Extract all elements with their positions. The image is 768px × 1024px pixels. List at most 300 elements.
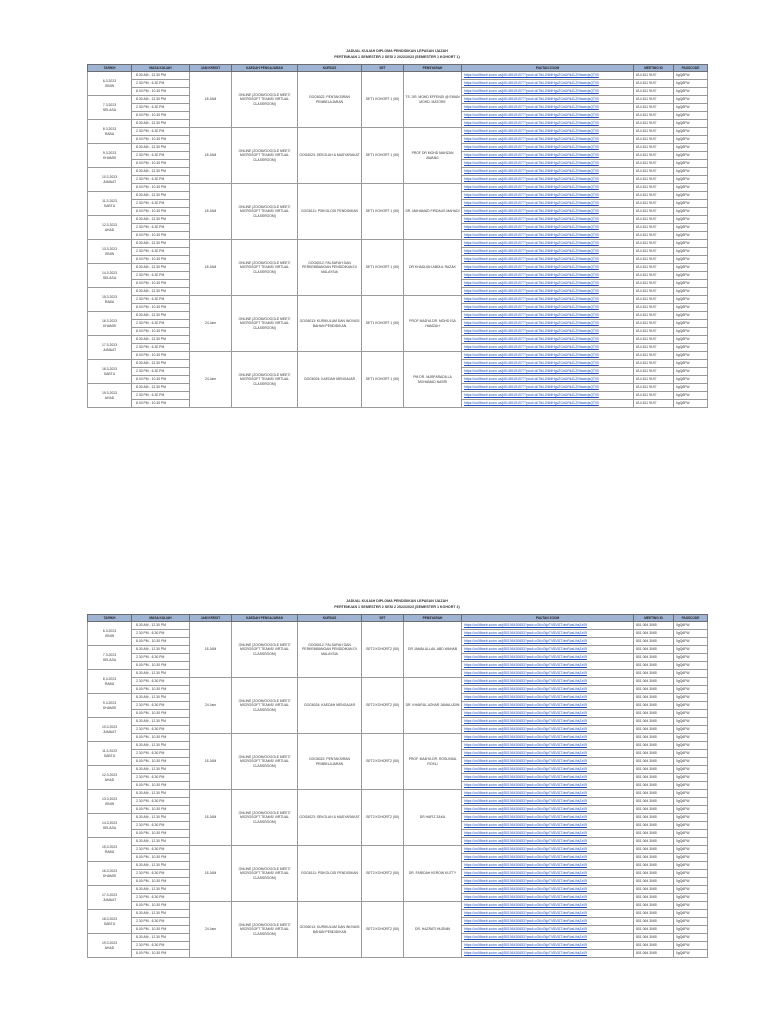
credit-hours: 18 JAM	[190, 184, 232, 240]
teaching-method: ONLINE (ZOOM/GOOGLE MEET/ MICROSOFT TEAMS/ VIRTUAL CLASSROOM)	[232, 678, 298, 734]
zoom-link[interactable]: https://us06web.zoom.us/j/61481191977?pwd=ckTlbL2hIMHgvZGdURkZLZHlwamjsQT09	[464, 265, 599, 270]
zoom-link[interactable]: https://us06web.zoom.us/j/80106430653?pwd=cGtIcGtjcTVBVlZTdmRvaUhsZz09	[464, 703, 587, 708]
zoom-link[interactable]: https://us06web.zoom.us/j/61481191977?pwd=ckTlbL2hIMHgvZGdURkZLZHlwamjsQT09	[464, 393, 599, 398]
zoom-link[interactable]: https://us06web.zoom.us/j/61481191977?pwd=ckTlbL2hIMHgvZGdURkZLZHlwamjsQT09	[464, 73, 599, 78]
zoom-link[interactable]: https://us06web.zoom.us/j/61481191977?pwd=ckTlbL2hIMHgvZGdURkZLZHlwamjsQT09	[464, 385, 599, 390]
time-cell: 8.00 PM - 10.30 PM	[132, 782, 190, 790]
table-row	[88, 790, 708, 798]
meeting-id: 801 064 3065	[634, 878, 674, 886]
time-cell: 8.30 AM - 12.30 PM	[132, 838, 190, 846]
zoom-link[interactable]: https://us06web.zoom.us/j/61481191977?pwd=ckTlbL2hIMHgvZGdURkZLZHlwamjsQT09	[464, 401, 599, 406]
zoom-link-cell	[462, 264, 634, 272]
time-cell: 8.30 AM - 12.30 PM	[132, 144, 190, 152]
teaching-method: ONLINE (ZOOM/GOOGLE MEET/ MICROSOFT TEAMS/ VIRTUAL CLASSROOM)	[232, 902, 298, 958]
lecturer-name: DR. MAHAMAD FIRDAUS MAHADI	[404, 184, 462, 240]
zoom-link[interactable]: https://us06web.zoom.us/j/80106430653?pwd=cGtIcGtjcTVBVlZTdmRvaUhsZz09	[464, 879, 587, 884]
zoom-link-cell	[462, 112, 634, 120]
meeting-id: 614 811 9197	[634, 256, 674, 264]
zoom-link-cell	[462, 200, 634, 208]
zoom-link[interactable]: https://us06web.zoom.us/j/80106430653?pwd=cGtIcGtjcTVBVlZTdmRvaUhsZz09	[464, 639, 587, 644]
zoom-link[interactable]: https://us06web.zoom.us/j/80106430653?pwd=cGtIcGtjcTVBVlZTdmRvaUhsZz09	[464, 799, 587, 804]
passcode: 0gQ6FW	[674, 80, 708, 88]
zoom-link[interactable]: https://us06web.zoom.us/j/61481191977?pwd=ckTlbL2hIMHgvZGdURkZLZHlwamjsQT09	[464, 169, 599, 174]
zoom-link-cell	[462, 288, 634, 296]
meeting-id: 801 064 3065	[634, 718, 674, 726]
zoom-link-cell	[462, 184, 634, 192]
zoom-link[interactable]: https://us06web.zoom.us/j/80106430653?pwd=cGtIcGtjcTVBVlZTdmRvaUhsZz09	[464, 719, 587, 724]
zoom-link[interactable]: https://us06web.zoom.us/j/80106430653?pwd=cGtIcGtjcTVBVlZTdmRvaUhsZz09	[464, 759, 587, 764]
table-row	[88, 128, 708, 136]
zoom-link[interactable]: https://us06web.zoom.us/j/61481191977?pwd=ckTlbL2hIMHgvZGdURkZLZHlwamjsQT09	[464, 153, 599, 158]
date-cell	[88, 144, 132, 168]
zoom-link[interactable]: https://us06web.zoom.us/j/61481191977?pwd=ckTlbL2hIMHgvZGdURkZLZHlwamjsQT09	[464, 81, 599, 86]
course-name: GOG6024: KAEDAH MENGAJAR	[298, 352, 362, 408]
time-cell: 2.30 PM - 6.30 PM	[132, 272, 190, 280]
zoom-link-cell	[462, 742, 634, 750]
date-cell	[88, 910, 132, 934]
column-header: PASSCODE	[674, 65, 708, 72]
time-cell: 2.30 PM - 6.30 PM	[132, 296, 190, 304]
teaching-method: ONLINE (ZOOM/GOOGLE MEET/ MICROSOFT TEAMS/ VIRTUAL CLASSROOM)	[232, 790, 298, 846]
zoom-link[interactable]: https://us06web.zoom.us/j/61481191977?pwd=ckTlbL2hIMHgvZGdURkZLZHlwamjsQT09	[464, 113, 599, 118]
passcode: 0gQ6FW	[674, 886, 708, 894]
zoom-link[interactable]: https://us06web.zoom.us/j/61481191977?pwd=ckTlbL2hIMHgvZGdURkZLZHlwamjsQT09	[464, 313, 599, 318]
passcode: 0gQ6FW	[674, 168, 708, 176]
lecturer-name: PM DR. NURFARADILLA MOHAMAD NASRI	[404, 352, 462, 408]
time-cell: 8.30 AM - 12.30 PM	[132, 288, 190, 296]
date-value: 16.3.2023	[101, 319, 118, 324]
zoom-link-cell	[462, 638, 634, 646]
passcode: 0gQ6FW	[674, 750, 708, 758]
day-name: AHAD	[104, 395, 115, 400]
passcode: 0gQ6FW	[674, 630, 708, 638]
zoom-link[interactable]: https://us06web.zoom.us/j/80106430653?pwd=cGtIcGtjcTVBVlZTdmRvaUhsZz09	[464, 655, 587, 660]
zoom-link[interactable]: https://us06web.zoom.us/j/61481191977?pwd=ckTlbL2hIMHgvZGdURkZLZHlwamjsQT09	[464, 289, 599, 294]
time-cell: 8.00 PM - 10.30 PM	[132, 806, 190, 814]
zoom-link[interactable]: https://us06web.zoom.us/j/61481191977?pwd=ckTlbL2hIMHgvZGdURkZLZHlwamjsQT09	[464, 177, 599, 182]
zoom-link[interactable]: https://us06web.zoom.us/j/61481191977?pwd=ckTlbL2hIMHgvZGdURkZLZHlwamjsQT09	[464, 345, 599, 350]
time-cell: 8.30 AM - 12.30 PM	[132, 886, 190, 894]
set-name: SET2 KOHORT2 (50)	[362, 734, 404, 790]
passcode: 0gQ6FW	[674, 304, 708, 312]
time-cell: 8.30 AM - 12.30 PM	[132, 934, 190, 942]
zoom-link-cell	[462, 352, 634, 360]
table-row	[88, 678, 708, 686]
meeting-id: 614 811 9197	[634, 120, 674, 128]
passcode: 0gQ6FW	[674, 806, 708, 814]
time-cell: 2.30 PM - 6.30 PM	[132, 798, 190, 806]
zoom-link-cell	[462, 280, 634, 288]
zoom-link[interactable]: https://us06web.zoom.us/j/80106430653?pwd=cGtIcGtjcTVBVlZTdmRvaUhsZz09	[464, 671, 587, 676]
lecturer-name: TS. DR. MOHD EFFENDI @ EWAN MOHD. MATORE	[404, 72, 462, 128]
passcode: 0gQ6FW	[674, 798, 708, 806]
zoom-link-cell	[462, 886, 634, 894]
column-header: KURSUS	[298, 65, 362, 72]
meeting-id: 801 064 3065	[634, 662, 674, 670]
zoom-link-cell	[462, 272, 634, 280]
time-cell: 8.00 PM - 10.30 PM	[132, 638, 190, 646]
passcode: 0gQ6FW	[674, 790, 708, 798]
zoom-link[interactable]: https://us06web.zoom.us/j/61481191977?pwd=ckTlbL2hIMHgvZGdURkZLZHlwamjsQT09	[464, 137, 599, 142]
date-cell	[88, 96, 132, 120]
zoom-link[interactable]: https://us06web.zoom.us/j/80106430653?pwd=cGtIcGtjcTVBVlZTdmRvaUhsZz09	[464, 903, 587, 908]
passcode: 0gQ6FW	[674, 686, 708, 694]
table-row	[88, 72, 708, 80]
set-name: SET1 KOHORT 1 (50)	[362, 352, 404, 408]
set-name: SET1 KOHORT 1 (50)	[362, 296, 404, 352]
zoom-link-cell	[462, 862, 634, 870]
zoom-link[interactable]: https://us06web.zoom.us/j/61481191977?pwd=ckTlbL2hIMHgvZGdURkZLZHlwamjsQT09	[464, 281, 599, 286]
meeting-id: 614 811 9197	[634, 200, 674, 208]
course-name: GOG6023: SEKOLAH & MASYARAKAT	[298, 128, 362, 184]
time-cell: 8.30 AM - 12.30 PM	[132, 264, 190, 272]
column-header: PENSYARAH	[404, 65, 462, 72]
zoom-link[interactable]: https://us06web.zoom.us/j/61481191977?pwd=ckTlbL2hIMHgvZGdURkZLZHlwamjsQT09	[464, 233, 599, 238]
meeting-id: 614 811 9197	[634, 136, 674, 144]
lecturer-name: DR. HAZRATI HUSNIN	[404, 902, 462, 958]
meeting-id: 614 811 9197	[634, 280, 674, 288]
day-name: ISNIN	[104, 251, 115, 256]
zoom-link[interactable]: https://us06web.zoom.us/j/80106430653?pwd=cGtIcGtjcTVBVlZTdmRvaUhsZz09	[464, 663, 587, 668]
column-header: KAEDAH PENGAJARAN	[232, 65, 298, 72]
time-cell: 2.30 PM - 6.30 PM	[132, 822, 190, 830]
meeting-id: 614 811 9197	[634, 312, 674, 320]
time-cell: 8.00 PM - 10.30 PM	[132, 902, 190, 910]
zoom-link-cell	[462, 934, 634, 942]
zoom-link[interactable]: https://us06web.zoom.us/j/61481191977?pwd=ckTlbL2hIMHgvZGdURkZLZHlwamjsQT09	[464, 89, 599, 94]
passcode: 0gQ6FW	[674, 902, 708, 910]
time-cell: 2.30 PM - 6.30 PM	[132, 176, 190, 184]
zoom-link[interactable]: https://us06web.zoom.us/j/80106430653?pwd=cGtIcGtjcTVBVlZTdmRvaUhsZz09	[464, 815, 587, 820]
zoom-link-cell	[462, 662, 634, 670]
zoom-link[interactable]: https://us06web.zoom.us/j/61481191977?pwd=ckTlbL2hIMHgvZGdURkZLZHlwamjsQT09	[464, 241, 599, 246]
header-row	[88, 65, 708, 72]
date-value: 6.3.2023	[102, 79, 117, 84]
credit-hours: 24 Jam	[190, 352, 232, 408]
passcode: 0gQ6FW	[674, 934, 708, 942]
time-cell: 8.00 PM - 10.30 PM	[132, 352, 190, 360]
passcode: 0gQ6FW	[674, 734, 708, 742]
date-value: 7.3.2023	[102, 653, 117, 658]
zoom-link[interactable]: https://us06web.zoom.us/j/80106430653?pwd=cGtIcGtjcTVBVlZTdmRvaUhsZz09	[464, 871, 587, 876]
date-cell	[88, 336, 132, 360]
zoom-link[interactable]: https://us06web.zoom.us/j/80106430653?pwd=cGtIcGtjcTVBVlZTdmRvaUhsZz09	[464, 839, 587, 844]
zoom-link[interactable]: https://us06web.zoom.us/j/80106430653?pwd=cGtIcGtjcTVBVlZTdmRvaUhsZz09	[464, 647, 587, 652]
zoom-link[interactable]: https://us06web.zoom.us/j/61481191977?pwd=ckTlbL2hIMHgvZGdURkZLZHlwamjsQT09	[464, 129, 599, 134]
set-name: SET1 KOHORT 1 (50)	[362, 128, 404, 184]
passcode: 0gQ6FW	[674, 208, 708, 216]
zoom-link-cell	[462, 686, 634, 694]
zoom-link-cell	[462, 240, 634, 248]
time-cell: 2.30 PM - 6.30 PM	[132, 726, 190, 734]
zoom-link-cell	[462, 678, 634, 686]
zoom-link-cell	[462, 344, 634, 352]
passcode: 0gQ6FW	[674, 256, 708, 264]
date-cell	[88, 264, 132, 288]
passcode: 0gQ6FW	[674, 694, 708, 702]
zoom-link-cell	[462, 910, 634, 918]
zoom-link[interactable]: https://us06web.zoom.us/j/61481191977?pwd=ckTlbL2hIMHgvZGdURkZLZHlwamjsQT09	[464, 249, 599, 254]
meeting-id: 801 064 3065	[634, 870, 674, 878]
lecturer-name: DR. FARIDAH KEROW KUTTY	[404, 846, 462, 902]
time-cell: 8.30 AM - 12.30 PM	[132, 622, 190, 630]
zoom-link[interactable]: https://us06web.zoom.us/j/80106430653?pwd=cGtIcGtjcTVBVlZTdmRvaUhsZz09	[464, 847, 587, 852]
date-value: 14.3.2023	[101, 821, 118, 826]
date-value: 12.3.2023	[101, 223, 118, 228]
document-subtitle: PERTEMUAN 1 SEMESTER 2 SESI 2 2022/2023 (SEMESTER 1 KOHORT 1)	[334, 55, 460, 59]
day-name: KHAMIS	[103, 873, 116, 878]
passcode: 0gQ6FW	[674, 296, 708, 304]
zoom-link[interactable]: https://us06web.zoom.us/j/61481191977?pwd=ckTlbL2hIMHgvZGdURkZLZHlwamjsQT09	[464, 97, 599, 102]
time-cell: 2.30 PM - 6.30 PM	[132, 128, 190, 136]
meeting-id: 614 811 9197	[634, 184, 674, 192]
day-name: SELASA	[102, 825, 117, 830]
meeting-id: 801 064 3065	[634, 910, 674, 918]
zoom-link[interactable]: https://us06web.zoom.us/j/80106430653?pwd=cGtIcGtjcTVBVlZTdmRvaUhsZz09	[464, 951, 587, 956]
zoom-link[interactable]: https://us06web.zoom.us/j/61481191977?pwd=ckTlbL2hIMHgvZGdURkZLZHlwamjsQT09	[464, 161, 599, 166]
passcode: 0gQ6FW	[674, 376, 708, 384]
zoom-link[interactable]: https://us06web.zoom.us/j/80106430653?pwd=cGtIcGtjcTVBVlZTdmRvaUhsZz09	[464, 863, 587, 868]
zoom-link[interactable]: https://us06web.zoom.us/j/61481191977?pwd=ckTlbL2hIMHgvZGdURkZLZHlwamjsQT09	[464, 217, 599, 222]
zoom-link[interactable]: https://us06web.zoom.us/j/80106430653?pwd=cGtIcGtjcTVBVlZTdmRvaUhsZz09	[464, 935, 587, 940]
zoom-link[interactable]: https://us06web.zoom.us/j/80106430653?pwd=cGtIcGtjcTVBVlZTdmRvaUhsZz09	[464, 775, 587, 780]
zoom-link-cell	[462, 360, 634, 368]
meeting-id: 614 811 9197	[634, 384, 674, 392]
zoom-link[interactable]: https://us06web.zoom.us/j/61481191977?pwd=ckTlbL2hIMHgvZGdURkZLZHlwamjsQT09	[464, 361, 599, 366]
meeting-id: 801 064 3065	[634, 934, 674, 942]
passcode: 0gQ6FW	[674, 176, 708, 184]
zoom-link[interactable]: https://us06web.zoom.us/j/80106430653?pwd=cGtIcGtjcTVBVlZTdmRvaUhsZz09	[464, 783, 587, 788]
zoom-link[interactable]: https://us06web.zoom.us/j/80106430653?pwd=cGtIcGtjcTVBVlZTdmRvaUhsZz09	[464, 919, 587, 924]
zoom-link-cell	[462, 766, 634, 774]
zoom-link[interactable]: https://us06web.zoom.us/j/61481191977?pwd=ckTlbL2hIMHgvZGdURkZLZHlwamjsQT09	[464, 121, 599, 126]
zoom-link-cell	[462, 846, 634, 854]
zoom-link[interactable]: https://us06web.zoom.us/j/80106430653?pwd=cGtIcGtjcTVBVlZTdmRvaUhsZz09	[464, 887, 587, 892]
date-value: 15.3.2023	[101, 845, 118, 850]
zoom-link-cell	[462, 392, 634, 400]
zoom-link[interactable]: https://us06web.zoom.us/j/80106430653?pwd=cGtIcGtjcTVBVlZTdmRvaUhsZz09	[464, 791, 587, 796]
meeting-id: 801 064 3065	[634, 670, 674, 678]
credit-hours: 18 JAM	[190, 790, 232, 846]
time-cell: 8.00 PM - 10.30 PM	[132, 160, 190, 168]
zoom-link[interactable]: https://us06web.zoom.us/j/80106430653?pwd=cGtIcGtjcTVBVlZTdmRvaUhsZz09	[464, 623, 587, 628]
course-name: GOG6012: FALSAFAH DAN PERKEMBANGAN PENDIDIKAN DI MALAYSIA	[298, 240, 362, 296]
zoom-link[interactable]: https://us06web.zoom.us/j/61481191977?pwd=ckTlbL2hIMHgvZGdURkZLZHlwamjsQT09	[464, 273, 599, 278]
zoom-link[interactable]: https://us06web.zoom.us/j/61481191977?pwd=ckTlbL2hIMHgvZGdURkZLZHlwamjsQT09	[464, 377, 599, 382]
meeting-id: 801 064 3065	[634, 854, 674, 862]
time-cell: 2.30 PM - 6.30 PM	[132, 846, 190, 854]
passcode: 0gQ6FW	[674, 224, 708, 232]
zoom-link-cell	[462, 96, 634, 104]
zoom-link[interactable]: https://us06web.zoom.us/j/61481191977?pwd=ckTlbL2hIMHgvZGdURkZLZHlwamjsQT09	[464, 337, 599, 342]
zoom-link[interactable]: https://us06web.zoom.us/j/61481191977?pwd=ckTlbL2hIMHgvZGdURkZLZHlwamjsQT09	[464, 105, 599, 110]
zoom-link-cell	[462, 942, 634, 950]
meeting-id: 614 811 9197	[634, 216, 674, 224]
passcode: 0gQ6FW	[674, 360, 708, 368]
time-cell: 2.30 PM - 6.30 PM	[132, 918, 190, 926]
time-cell: 8.00 PM - 10.30 PM	[132, 184, 190, 192]
passcode: 0gQ6FW	[674, 400, 708, 408]
zoom-link[interactable]: https://us06web.zoom.us/j/80106430653?pwd=cGtIcGtjcTVBVlZTdmRvaUhsZz09	[464, 711, 587, 716]
credit-hours: 18 JAM	[190, 734, 232, 790]
teaching-method: ONLINE (ZOOM/GOOGLE MEET/ MICROSOFT TEAMS/ VIRTUAL CLASSROOM)	[232, 846, 298, 902]
time-cell: 8.00 PM - 10.30 PM	[132, 662, 190, 670]
day-name: SABTU	[103, 753, 116, 758]
passcode: 0gQ6FW	[674, 216, 708, 224]
date-value: 10.3.2023	[101, 175, 118, 180]
date-cell	[88, 886, 132, 910]
zoom-link[interactable]: https://us06web.zoom.us/j/61481191977?pwd=ckTlbL2hIMHgvZGdURkZLZHlwamjsQT09	[464, 145, 599, 150]
day-name: SELASA	[102, 657, 117, 662]
meeting-id: 614 811 9197	[634, 392, 674, 400]
zoom-link[interactable]: https://us06web.zoom.us/j/80106430653?pwd=cGtIcGtjcTVBVlZTdmRvaUhsZz09	[464, 943, 587, 948]
zoom-link[interactable]: https://us06web.zoom.us/j/61481191977?pwd=ckTlbL2hIMHgvZGdURkZLZHlwamjsQT09	[464, 321, 599, 326]
date-value: 18.3.2023	[101, 917, 118, 922]
zoom-link[interactable]: https://us06web.zoom.us/j/61481191977?pwd=ckTlbL2hIMHgvZGdURkZLZHlwamjsQT09	[464, 353, 599, 358]
zoom-link-cell	[462, 208, 634, 216]
passcode: 0gQ6FW	[674, 336, 708, 344]
zoom-link[interactable]: https://us06web.zoom.us/j/61481191977?pwd=ckTlbL2hIMHgvZGdURkZLZHlwamjsQT09	[464, 209, 599, 214]
zoom-link[interactable]: https://us06web.zoom.us/j/61481191977?pwd=ckTlbL2hIMHgvZGdURkZLZHlwamjsQT09	[464, 297, 599, 302]
time-cell: 8.00 PM - 10.30 PM	[132, 710, 190, 718]
passcode: 0gQ6FW	[674, 782, 708, 790]
zoom-link-cell	[462, 774, 634, 782]
column-header: PASSCODE	[674, 615, 708, 622]
course-name: GOG6024: KAEDAH MENGAJAR	[298, 678, 362, 734]
zoom-link-cell	[462, 304, 634, 312]
zoom-link[interactable]: https://us06web.zoom.us/j/80106430653?pwd=cGtIcGtjcTVBVlZTdmRvaUhsZz09	[464, 735, 587, 740]
meeting-id: 801 064 3065	[634, 726, 674, 734]
teaching-method: ONLINE (ZOOM/GOOGLE MEET/ MICROSOFT TEAMS/ VIRTUAL CLASSROOM)	[232, 72, 298, 128]
passcode: 0gQ6FW	[674, 918, 708, 926]
zoom-link-cell	[462, 232, 634, 240]
date-cell	[88, 742, 132, 766]
zoom-link[interactable]: https://us06web.zoom.us/j/61481191977?pwd=ckTlbL2hIMHgvZGdURkZLZHlwamjsQT09	[464, 257, 599, 262]
zoom-link[interactable]: https://us06web.zoom.us/j/80106430653?pwd=cGtIcGtjcTVBVlZTdmRvaUhsZz09	[464, 751, 587, 756]
zoom-link-cell	[462, 918, 634, 926]
time-cell: 8.00 PM - 10.30 PM	[132, 328, 190, 336]
passcode: 0gQ6FW	[674, 822, 708, 830]
date-value: 19.3.2023	[101, 941, 118, 946]
time-cell: 2.30 PM - 6.30 PM	[132, 200, 190, 208]
day-name: ISNIN	[104, 801, 115, 806]
zoom-link[interactable]: https://us06web.zoom.us/j/80106430653?pwd=cGtIcGtjcTVBVlZTdmRvaUhsZz09	[464, 831, 587, 836]
date-cell	[88, 766, 132, 790]
time-cell: 8.00 PM - 10.30 PM	[132, 208, 190, 216]
meeting-id: 614 811 9197	[634, 208, 674, 216]
zoom-link[interactable]: https://us06web.zoom.us/j/80106430653?pwd=cGtIcGtjcTVBVlZTdmRvaUhsZz09	[464, 911, 587, 916]
passcode: 0gQ6FW	[674, 702, 708, 710]
passcode: 0gQ6FW	[674, 112, 708, 120]
zoom-link[interactable]: https://us06web.zoom.us/j/80106430653?pwd=cGtIcGtjcTVBVlZTdmRvaUhsZz09	[464, 695, 587, 700]
zoom-link[interactable]: https://us06web.zoom.us/j/61481191977?pwd=ckTlbL2hIMHgvZGdURkZLZHlwamjsQT09	[464, 225, 599, 230]
zoom-link-cell	[462, 384, 634, 392]
time-cell: 2.30 PM - 6.30 PM	[132, 320, 190, 328]
zoom-link[interactable]: https://us06web.zoom.us/j/80106430653?pwd=cGtIcGtjcTVBVlZTdmRvaUhsZz09	[464, 807, 587, 812]
passcode: 0gQ6FW	[674, 384, 708, 392]
time-cell: 8.00 PM - 10.30 PM	[132, 686, 190, 694]
meeting-id: 801 064 3065	[634, 630, 674, 638]
column-header: PAUTAN ZOOM	[462, 65, 634, 72]
zoom-link[interactable]: https://us06web.zoom.us/j/80106430653?pwd=cGtIcGtjcTVBVlZTdmRvaUhsZz09	[464, 895, 587, 900]
course-name: GOG6111: PSIKOLOGI PENDIDIKAN	[298, 846, 362, 902]
zoom-link[interactable]: https://us06web.zoom.us/j/80106430653?pwd=cGtIcGtjcTVBVlZTdmRvaUhsZz09	[464, 687, 587, 692]
date-cell	[88, 120, 132, 144]
time-cell: 2.30 PM - 6.30 PM	[132, 368, 190, 376]
zoom-link-cell	[462, 376, 634, 384]
zoom-link[interactable]: https://us06web.zoom.us/j/80106430653?pwd=cGtIcGtjcTVBVlZTdmRvaUhsZz09	[464, 927, 587, 932]
meeting-id: 614 811 9197	[634, 344, 674, 352]
zoom-link-cell	[462, 878, 634, 886]
date-cell	[88, 670, 132, 694]
zoom-link[interactable]: https://us06web.zoom.us/j/80106430653?pwd=cGtIcGtjcTVBVlZTdmRvaUhsZz09	[464, 631, 587, 636]
time-cell: 2.30 PM - 6.30 PM	[132, 630, 190, 638]
zoom-link-cell	[462, 320, 634, 328]
meeting-id: 614 811 9197	[634, 248, 674, 256]
passcode: 0gQ6FW	[674, 288, 708, 296]
meeting-id: 614 811 9197	[634, 88, 674, 96]
zoom-link-cell	[462, 136, 634, 144]
date-value: 10.3.2023	[101, 725, 118, 730]
passcode: 0gQ6FW	[674, 638, 708, 646]
passcode: 0gQ6FW	[674, 88, 708, 96]
zoom-link-cell	[462, 830, 634, 838]
zoom-link[interactable]: https://us06web.zoom.us/j/80106430653?pwd=cGtIcGtjcTVBVlZTdmRvaUhsZz09	[464, 767, 587, 772]
passcode: 0gQ6FW	[674, 152, 708, 160]
meeting-id: 801 064 3065	[634, 758, 674, 766]
day-name: ISNIN	[104, 83, 115, 88]
zoom-link[interactable]: https://us06web.zoom.us/j/80106430653?pwd=cGtIcGtjcTVBVlZTdmRvaUhsZz09	[464, 727, 587, 732]
header-row	[88, 615, 708, 622]
zoom-link[interactable]: https://us06web.zoom.us/j/61481191977?pwd=ckTlbL2hIMHgvZGdURkZLZHlwamjsQT09	[464, 329, 599, 334]
zoom-link[interactable]: https://us06web.zoom.us/j/61481191977?pwd=ckTlbL2hIMHgvZGdURkZLZHlwamjsQT09	[464, 369, 599, 374]
zoom-link[interactable]: https://us06web.zoom.us/j/80106430653?pwd=cGtIcGtjcTVBVlZTdmRvaUhsZz09	[464, 823, 587, 828]
zoom-link[interactable]: https://us06web.zoom.us/j/80106430653?pwd=cGtIcGtjcTVBVlZTdmRvaUhsZz09	[464, 679, 587, 684]
zoom-link[interactable]: https://us06web.zoom.us/j/61481191977?pwd=ckTlbL2hIMHgvZGdURkZLZHlwamjsQT09	[464, 305, 599, 310]
meeting-id: 614 811 9197	[634, 168, 674, 176]
column-header: TARIKH	[88, 615, 132, 622]
zoom-link[interactable]: https://us06web.zoom.us/j/80106430653?pwd=cGtIcGtjcTVBVlZTdmRvaUhsZz09	[464, 855, 587, 860]
meeting-id: 614 811 9197	[634, 304, 674, 312]
course-name: GOG6022: PENTAKSIRAN PEMBELAJARAN	[298, 734, 362, 790]
zoom-link[interactable]: https://us06web.zoom.us/j/61481191977?pwd=ckTlbL2hIMHgvZGdURkZLZHlwamjsQT09	[464, 201, 599, 206]
zoom-link[interactable]: https://us06web.zoom.us/j/61481191977?pwd=ckTlbL2hIMHgvZGdURkZLZHlwamjsQT09	[464, 193, 599, 198]
passcode: 0gQ6FW	[674, 96, 708, 104]
column-header: JAM KREDIT	[190, 615, 232, 622]
time-cell: 8.30 AM - 12.30 PM	[132, 336, 190, 344]
set-name: SET1 KOHORT 1 (50)	[362, 240, 404, 296]
column-header: SET	[362, 65, 404, 72]
meeting-id: 801 064 3065	[634, 694, 674, 702]
zoom-link[interactable]: https://us06web.zoom.us/j/80106430653?pwd=cGtIcGtjcTVBVlZTdmRvaUhsZz09	[464, 743, 587, 748]
time-cell: 8.30 AM - 12.30 PM	[132, 910, 190, 918]
zoom-link-cell	[462, 144, 634, 152]
passcode: 0gQ6FW	[674, 144, 708, 152]
teaching-method: ONLINE (ZOOM/GOOGLE MEET/ MICROSOFT TEAMS/ VIRTUAL CLASSROOM)	[232, 734, 298, 790]
day-name: AHAD	[104, 777, 115, 782]
date-value: 6.3.2023	[102, 629, 117, 634]
time-cell: 8.30 AM - 12.30 PM	[132, 240, 190, 248]
passcode: 0gQ6FW	[674, 352, 708, 360]
time-cell: 8.00 PM - 10.30 PM	[132, 950, 190, 958]
credit-hours: 24 Jam	[190, 296, 232, 352]
zoom-link[interactable]: https://us06web.zoom.us/j/61481191977?pwd=ckTlbL2hIMHgvZGdURkZLZHlwamjsQT09	[464, 185, 599, 190]
time-cell: 8.30 AM - 12.30 PM	[132, 120, 190, 128]
meeting-id: 801 064 3065	[634, 918, 674, 926]
passcode: 0gQ6FW	[674, 392, 708, 400]
time-cell: 8.30 AM - 12.30 PM	[132, 694, 190, 702]
passcode: 0gQ6FW	[674, 120, 708, 128]
